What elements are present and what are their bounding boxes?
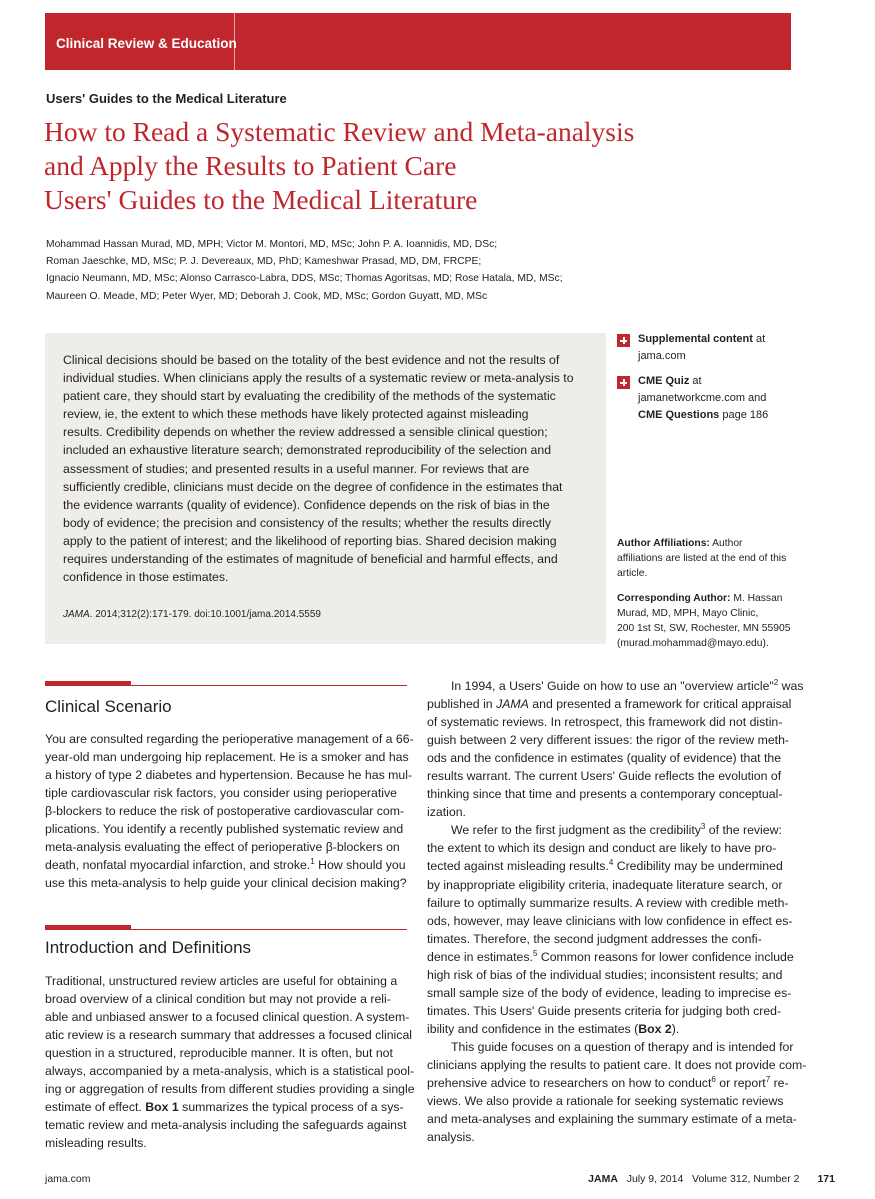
author-affiliations — [617, 536, 817, 651]
abstract-line: patient care, they should start by evaluating the credibility of the methods of the systematic — [63, 389, 556, 404]
body-line: high risk of bias of the individual studies; inconsistent results; and — [427, 967, 783, 982]
body-line: question in a structured, reproducible manner. It is often, but not — [45, 1046, 393, 1061]
body-line — [427, 695, 790, 713]
body-line — [45, 856, 407, 874]
supplemental-at: at — [752, 333, 766, 345]
body-line: ing or aggregation of results from different studies providing a single — [45, 1082, 415, 1097]
body-text: Credibility may be undermined — [613, 859, 783, 874]
body-line — [427, 1074, 790, 1092]
banner-label: Clinical Review & Education — [56, 36, 237, 51]
supplemental-note[interactable] — [617, 331, 817, 365]
body-line — [45, 1098, 407, 1116]
reference-mark[interactable]: 1 — [310, 857, 315, 867]
side-notes — [617, 331, 817, 432]
body-line: always, accompanied by a meta-analysis, which is a statistical pool- — [45, 1064, 415, 1079]
body-text: ). — [671, 1021, 680, 1036]
body-line: able and unbiased answer to a focused clinical question. A system- — [45, 1010, 410, 1025]
citation-journal: JAMA — [63, 609, 90, 620]
box-1-link[interactable]: Box 1 — [145, 1100, 179, 1115]
body-line: thinking since that time and presents a contemporary conceptual- — [427, 787, 783, 802]
body-line: timates. This Users' Guide presents criteria for judging both cred- — [427, 1003, 782, 1018]
body-line: guish between 2 very different issues: the rigor of the review meth- — [427, 733, 790, 748]
supplemental-link[interactable]: jama.com — [638, 350, 686, 362]
body-line: year-old man undergoing hip replacement. He is a smoker and has — [45, 750, 409, 765]
abstract-line: confidence in those estimates. — [63, 570, 229, 585]
body-line: of systematic reviews. In retrospect, this framework did not distin- — [427, 715, 783, 730]
body-text: or report — [715, 1076, 766, 1091]
title-line-1: How to Read a Systematic Review and Meta-analysis — [44, 116, 635, 147]
plus-icon[interactable] — [617, 376, 630, 389]
body-line: results warrant. The current Users' Guide reflects the evolution of — [427, 769, 782, 784]
corresponding-email[interactable]: (murad.mohammad@mayo.edu). — [617, 638, 769, 650]
section-banner — [45, 13, 791, 70]
affiliations-text: article. — [617, 568, 648, 580]
body-text: dence in estimates. — [427, 949, 533, 964]
series-label: Users' Guides to the Medical Literature — [46, 91, 287, 106]
section-heading: Clinical Scenario — [45, 697, 172, 716]
citation-details: . 2014;312(2):171-179. doi:10.1001/jama.2014.5559 — [89, 609, 321, 620]
page-number: 171 — [817, 1173, 835, 1185]
abstract-line: assessment of studies; and presented results in a useful manner. For reviews that are — [63, 461, 530, 476]
banner-tab — [45, 13, 235, 70]
introduction-section — [45, 925, 415, 1152]
body-line — [427, 1020, 790, 1038]
affiliations-text: Author — [709, 538, 743, 549]
body-line — [427, 857, 790, 875]
body-line — [427, 677, 804, 695]
abstract-text — [63, 351, 588, 586]
reference-mark[interactable]: 3 — [700, 822, 706, 832]
corresponding-label: Corresponding Author: — [617, 592, 731, 604]
abstract-line: results. Credibility depends on whether the review addressed a sensible clinical question; — [63, 425, 548, 440]
body-text: Common reasons for lower confidence include — [537, 949, 794, 964]
body-line: the extent to which its design and conduct are likely to have pro- — [427, 841, 777, 856]
title-subtitle: Users' Guides to the Medical Literature — [44, 184, 478, 215]
body-line: use this meta-analysis to help guide your clinical decision making? — [45, 876, 407, 891]
abstract-line: the evidence warrants (quality of evidence). Confidence depends on the risk of bias in the — [63, 497, 550, 512]
body-line: misleading results. — [45, 1136, 147, 1151]
authors-line: Ignacio Neumann, MD, MSc; Alonso Carrasco-Labra, DDS, MSc; Thomas Agoritsas, MD; Rose Hatala, MD, MSc; — [46, 273, 563, 285]
body-line: timates. Therefore, the second judgment addresses the confi- — [427, 931, 762, 946]
corresponding-text: M. Hassan — [730, 592, 783, 604]
authors-line: Roman Jaeschke, MD, MSc; P. J. Devereaux, MD, PhD; Kameshwar Prasad, MD, DM, FRCPE; — [46, 256, 482, 268]
body-line: ization. — [427, 805, 466, 820]
title-line-2: and Apply the Results to Patient Care — [44, 150, 457, 181]
body-line: a history of type 2 diabetes and hypertension. Because he has mul- — [45, 768, 413, 783]
body-text: tected against misleading results. — [427, 859, 609, 874]
section-rule — [45, 925, 407, 930]
section-body — [45, 730, 414, 892]
clinical-scenario-section — [45, 681, 414, 892]
body-line: meta-analysis evaluating the effect of perioperative β-blockers on — [45, 840, 400, 855]
body-line: This guide focuses on a question of therapy and is intended for — [451, 1039, 794, 1054]
body-line: broad overview of a clinical condition but may not provide a reli- — [45, 992, 391, 1007]
body-line: ods, however, may leave clinicians with low confidence in effect es- — [427, 913, 793, 928]
body-text: was — [778, 679, 804, 693]
footer-journal: JAMA — [588, 1173, 618, 1185]
box-2-link[interactable]: Box 2 — [638, 1021, 672, 1036]
body-line: views. We also provide a rationale for seeking systematic reviews — [427, 1094, 784, 1109]
body-line: tiple cardiovascular risk factors, you consider using perioperative — [45, 786, 397, 801]
abstract-line: included an exhaustive literature search; demonstrated reproducibility of the selection and — [63, 443, 552, 458]
corresponding-text: 200 1st St, SW, Rochester, MN 55905 — [617, 623, 791, 635]
article-title — [44, 115, 804, 217]
body-line: by inappropriate eligibility criteria, inadequate literature search, or — [427, 877, 783, 892]
cme-questions-label[interactable]: CME Questions — [638, 409, 720, 421]
authors-line: Maureen O. Meade, MD; Peter Wyer, MD; Deborah J. Cook, MD, MSc; Gordon Guyatt, MD, MSc — [46, 290, 488, 302]
body-line — [427, 821, 790, 839]
body-line: ods and the confidence in estimates (quality of evidence) that the — [427, 751, 782, 766]
plus-icon[interactable] — [617, 334, 630, 347]
abstract-line: sufficiently credible, clinicians must decide on the degree of confidence in the estimates that — [63, 479, 563, 494]
section-rule — [45, 681, 407, 686]
cme-at: at — [689, 375, 702, 387]
body-text: How should you — [314, 858, 406, 873]
affiliations-text: affiliations are listed at the end of this — [617, 553, 787, 565]
body-text: re- — [770, 1076, 789, 1091]
author-list — [46, 236, 606, 305]
supplemental-label[interactable]: Supplemental content — [638, 333, 753, 345]
abstract-line: review, ie, the extent to which these methods have likely protected against misleading — [63, 407, 529, 422]
body-text: summarizes the typical process of a sys- — [178, 1100, 404, 1115]
body-line: small sample size of the body of evidence, leading to imprecise es- — [427, 985, 792, 1000]
body-text: ibility and confidence in the estimates ( — [427, 1021, 639, 1036]
reference-mark[interactable]: 4 — [608, 858, 614, 868]
footer-issue: July 9, 2014 Volume 312, Number 2 — [626, 1173, 800, 1185]
abstract-box — [45, 333, 606, 644]
cme-note[interactable] — [617, 373, 817, 424]
body-line — [427, 948, 794, 966]
reference-mark[interactable]: 2 — [773, 678, 779, 687]
abstract-line: Clinical decisions should be based on the totality of the best evidence and not the results of — [63, 353, 560, 367]
section-heading: Introduction and Definitions — [45, 938, 252, 957]
body-text: of the review: — [705, 823, 782, 838]
abstract-line: body of evidence; the precision and consistency of the results; whether the results directly — [63, 515, 552, 530]
cme-quiz-label[interactable]: CME Quiz — [638, 375, 690, 387]
abstract-line: apply to the patient of interest; and the likelihood of reporting bias. Shared decision making — [63, 533, 557, 548]
abstract-line: requires understanding of the estimates of magnitude of beneficial and harmful effects, and — [63, 552, 558, 567]
cme-link[interactable]: jamanetworkcme.com and — [638, 392, 767, 404]
body-text: We refer to the first judgment as the credibility — [451, 823, 701, 838]
reference-mark[interactable]: 6 — [711, 1075, 716, 1085]
body-line: atic review is a research summary that addresses a focused clinical — [45, 1028, 413, 1043]
body-line: β-blockers to reduce the risk of postoperative cardiovascular com- — [45, 804, 405, 819]
body-text: prehensive advice to researchers on how to conduct — [427, 1076, 712, 1091]
body-text: and presented a framework for critical appraisal — [528, 697, 792, 712]
footer-issue-info — [588, 1173, 835, 1185]
body-line: Traditional, unstructured review articles are useful for obtaining a — [45, 974, 398, 988]
authors-line: Mohammad Hassan Murad, MD, MPH; Victor M. Montori, MD, MSc; John P. A. Ioannidis, MD, DSc; — [46, 239, 498, 250]
journal-name: JAMA — [496, 697, 529, 712]
body-line: tematic review and meta-analysis including the safeguards against — [45, 1118, 407, 1133]
section-body — [45, 972, 415, 1152]
reference-mark[interactable]: 5 — [532, 948, 538, 958]
body-line: You are consulted regarding the perioperative management of a 66- — [45, 732, 414, 746]
body-text: death, nonfatal myocardial infarction, and stroke. — [45, 858, 311, 873]
reference-mark[interactable]: 7 — [765, 1075, 771, 1085]
body-line: failure to optimally summarize results. A review with credible meth- — [427, 895, 789, 910]
body-text: estimate of effect. — [45, 1100, 146, 1115]
footer-site[interactable]: jama.com — [45, 1173, 91, 1185]
body-line: analysis. — [427, 1130, 475, 1145]
affiliations-label: Author Affiliations: — [617, 538, 710, 549]
body-text: In 1994, a Users' Guide on how to use an "overview article" — [451, 679, 774, 693]
body-line: and meta-analyses and explaining the summary estimate of a meta- — [427, 1112, 797, 1127]
right-column — [427, 677, 807, 1146]
abstract-line: individual studies. When clinicians apply the results of a systematic review or meta-analysis to — [63, 371, 574, 386]
body-line: clinicians applying the results to patient care. It does not provide com- — [427, 1057, 807, 1072]
corresponding-text: Murad, MD, MPH, Mayo Clinic, — [617, 607, 759, 619]
body-text: published in — [427, 697, 497, 712]
cme-page: page 186 — [719, 409, 769, 421]
citation — [63, 609, 321, 620]
body-line: plications. You identify a recently published systematic review and — [45, 822, 404, 837]
